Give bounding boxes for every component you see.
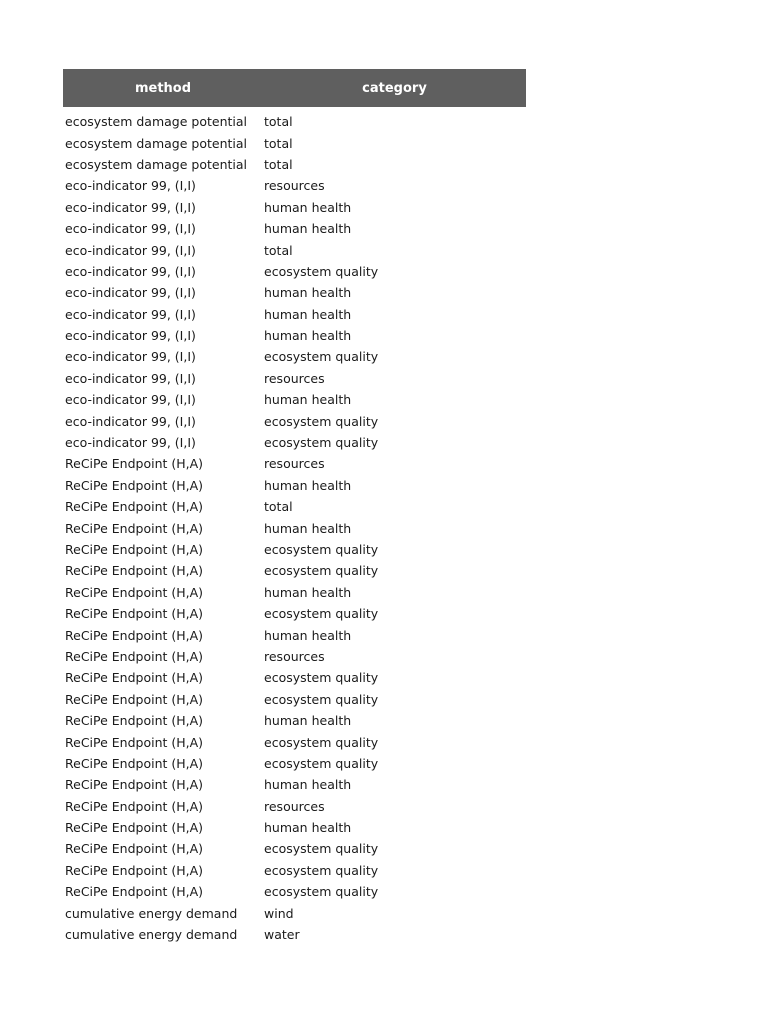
- cell-method: ReCiPe Endpoint (H,A): [65, 563, 204, 579]
- table-row: [63, 881, 526, 902]
- cell-method: eco-indicator 99, (I,I): [65, 370, 196, 386]
- table-row: [63, 860, 526, 881]
- cell-category: resources: [264, 648, 325, 664]
- cell-method: ReCiPe Endpoint (H,A): [65, 648, 204, 664]
- cell-category: total: [264, 499, 293, 515]
- table-row: [63, 111, 526, 132]
- cell-method: ReCiPe Endpoint (H,A): [65, 499, 204, 515]
- table-row: [63, 796, 526, 817]
- table-row: [63, 646, 526, 667]
- cell-method: ReCiPe Endpoint (H,A): [65, 755, 204, 771]
- table-row: [63, 624, 526, 645]
- cell-method: ReCiPe Endpoint (H,A): [65, 713, 204, 729]
- table-row: [63, 838, 526, 859]
- table-row: [63, 325, 526, 346]
- cell-category: total: [264, 114, 293, 130]
- cell-method: eco-indicator 99, (I,I): [65, 285, 196, 301]
- cell-category: resources: [264, 178, 325, 194]
- cell-category: human health: [264, 627, 352, 643]
- cell-category: ecosystem quality: [264, 606, 379, 622]
- table-row: [63, 603, 526, 624]
- table-row: [63, 517, 526, 538]
- cell-method: eco-indicator 99, (I,I): [65, 306, 196, 322]
- table-row: [63, 753, 526, 774]
- cell-category: water: [264, 927, 300, 943]
- table-row: [63, 475, 526, 496]
- cell-method: ReCiPe Endpoint (H,A): [65, 627, 204, 643]
- cell-method: ecosystem damage potential: [65, 135, 248, 151]
- table-row: [63, 496, 526, 517]
- cell-method: ReCiPe Endpoint (H,A): [65, 841, 204, 857]
- cell-method: eco-indicator 99, (I,I): [65, 328, 196, 344]
- cell-category: ecosystem quality: [264, 349, 379, 365]
- cell-method: eco-indicator 99, (I,I): [65, 242, 196, 258]
- cell-method: eco-indicator 99, (I,I): [65, 349, 196, 365]
- table-row: [63, 389, 526, 410]
- table-row: [63, 304, 526, 325]
- table-body: [63, 111, 526, 945]
- cell-method: cumulative energy demand: [65, 927, 238, 943]
- cell-method: eco-indicator 99, (I,I): [65, 178, 196, 194]
- data-table: [63, 69, 526, 945]
- cell-category: ecosystem quality: [264, 734, 379, 750]
- cell-category: ecosystem quality: [264, 563, 379, 579]
- cell-method: ReCiPe Endpoint (H,A): [65, 606, 204, 622]
- cell-category: ecosystem quality: [264, 542, 379, 557]
- table-row: [63, 410, 526, 431]
- cell-category: human health: [264, 221, 352, 237]
- cell-category: wind: [264, 905, 294, 921]
- cell-category: ecosystem quality: [264, 691, 379, 707]
- column-header-method[interactable]: method: [134, 80, 192, 96]
- table-row: [63, 924, 526, 945]
- cell-method: eco-indicator 99, (I,I): [65, 413, 196, 429]
- cell-method: eco-indicator 99, (I,I): [65, 263, 196, 279]
- cell-category: resources: [264, 370, 325, 386]
- cell-category: human health: [264, 328, 352, 344]
- table-row: [63, 346, 526, 367]
- table-row: [63, 453, 526, 474]
- cell-category: resources: [264, 456, 325, 472]
- cell-method: ReCiPe Endpoint (H,A): [65, 520, 204, 536]
- cell-method: ReCiPe Endpoint (H,A): [65, 820, 204, 836]
- cell-method: eco-indicator 99, (I,I): [65, 435, 196, 451]
- table-header: [63, 69, 526, 107]
- cell-category: human health: [264, 285, 352, 301]
- cell-category: human health: [264, 392, 352, 408]
- cell-category: total: [264, 242, 293, 258]
- cell-method: ReCiPe Endpoint (H,A): [65, 734, 204, 750]
- table-row: [63, 197, 526, 218]
- table-row: [63, 582, 526, 603]
- cell-category: ecosystem quality: [264, 670, 379, 686]
- cell-category: total: [264, 135, 293, 151]
- cell-method: cumulative energy demand: [65, 905, 238, 921]
- cell-method: ReCiPe Endpoint (H,A): [65, 884, 204, 900]
- table-row: [63, 218, 526, 239]
- table-row: [63, 667, 526, 688]
- table-row: [63, 282, 526, 303]
- cell-method: ReCiPe Endpoint (H,A): [65, 542, 204, 557]
- table-row: [63, 154, 526, 175]
- cell-category: human health: [264, 777, 352, 793]
- cell-category: ecosystem quality: [264, 862, 379, 878]
- cell-method: eco-indicator 99, (I,I): [65, 221, 196, 237]
- column-header-category[interactable]: category: [362, 80, 427, 96]
- table-row: [63, 710, 526, 731]
- table-row: [63, 817, 526, 838]
- cell-category: human health: [264, 713, 352, 729]
- cell-category: ecosystem quality: [264, 413, 379, 429]
- table-row: [63, 175, 526, 196]
- cell-category: ecosystem quality: [264, 435, 379, 451]
- cell-method: ReCiPe Endpoint (H,A): [65, 584, 204, 600]
- cell-method: ReCiPe Endpoint (H,A): [65, 670, 204, 686]
- cell-method: ReCiPe Endpoint (H,A): [65, 798, 204, 814]
- cell-category: ecosystem quality: [264, 755, 379, 771]
- cell-category: total: [264, 156, 293, 172]
- cell-method: ReCiPe Endpoint (H,A): [65, 691, 204, 707]
- cell-method: eco-indicator 99, (I,I): [65, 392, 196, 408]
- table-row: [63, 132, 526, 153]
- cell-method: ReCiPe Endpoint (H,A): [65, 862, 204, 878]
- cell-category: human health: [264, 477, 352, 493]
- table-row: [63, 774, 526, 795]
- cell-category: human health: [264, 199, 352, 215]
- cell-method: ReCiPe Endpoint (H,A): [65, 777, 204, 793]
- table-row: [63, 731, 526, 752]
- table-row: [63, 261, 526, 282]
- cell-method: ecosystem damage potential: [65, 156, 248, 172]
- cell-method: ecosystem damage potential: [65, 114, 248, 130]
- table-row: [63, 902, 526, 923]
- cell-category: ecosystem quality: [264, 841, 379, 857]
- cell-method: ReCiPe Endpoint (H,A): [65, 477, 204, 493]
- cell-method: ReCiPe Endpoint (H,A): [65, 456, 204, 472]
- cell-category: ecosystem quality: [264, 884, 379, 900]
- table-row: [63, 432, 526, 453]
- table-row: [63, 539, 526, 560]
- table-row: [63, 689, 526, 710]
- cell-category: resources: [264, 798, 325, 814]
- cell-category: human health: [264, 520, 352, 536]
- table-row: [63, 368, 526, 389]
- cell-method: eco-indicator 99, (I,I): [65, 199, 196, 215]
- table-row: [63, 560, 526, 581]
- table-row: [63, 239, 526, 260]
- cell-category: human health: [264, 584, 352, 600]
- cell-category: ecosystem quality: [264, 263, 379, 279]
- cell-category: human health: [264, 820, 352, 836]
- cell-category: human health: [264, 306, 352, 322]
